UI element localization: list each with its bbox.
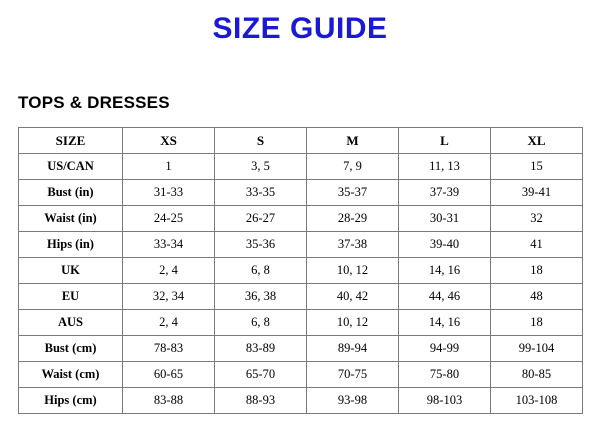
table-cell: 33-35 — [215, 180, 307, 206]
size-table — [18, 127, 583, 414]
section-heading: TOPS & DRESSES — [18, 93, 170, 112]
table-cell: 31-33 — [123, 180, 215, 206]
table-cell: 39-41 — [491, 180, 583, 206]
table-cell: 14, 16 — [399, 258, 491, 284]
table-row — [19, 362, 583, 388]
table-row — [19, 180, 583, 206]
table-cell: 99-104 — [491, 336, 583, 362]
table-cell: 41 — [491, 232, 583, 258]
table-cell: 60-65 — [123, 362, 215, 388]
table-cell: 24-25 — [123, 206, 215, 232]
row-label: US/CAN — [19, 154, 123, 180]
table-cell: 39-40 — [399, 232, 491, 258]
row-label: AUS — [19, 310, 123, 336]
table-cell: 94-99 — [399, 336, 491, 362]
table-cell: 83-88 — [123, 388, 215, 414]
table-header-row — [19, 128, 583, 154]
table-cell: 35-37 — [307, 180, 399, 206]
size-table-container — [18, 127, 582, 414]
row-label: Waist (in) — [19, 206, 123, 232]
table-cell: 2, 4 — [123, 258, 215, 284]
table-cell: 26-27 — [215, 206, 307, 232]
column-header-xl: XL — [491, 128, 583, 154]
row-label: Waist (cm) — [19, 362, 123, 388]
table-cell: 33-34 — [123, 232, 215, 258]
table-cell: 14, 16 — [399, 310, 491, 336]
table-cell: 37-39 — [399, 180, 491, 206]
column-header-s: S — [215, 128, 307, 154]
table-cell: 30-31 — [399, 206, 491, 232]
table-row — [19, 388, 583, 414]
table-row — [19, 154, 583, 180]
table-cell: 7, 9 — [307, 154, 399, 180]
table-row — [19, 284, 583, 310]
table-cell: 32, 34 — [123, 284, 215, 310]
row-label: Bust (in) — [19, 180, 123, 206]
row-label: Hips (in) — [19, 232, 123, 258]
table-cell: 15 — [491, 154, 583, 180]
table-cell: 103-108 — [491, 388, 583, 414]
table-cell: 48 — [491, 284, 583, 310]
table-cell: 78-83 — [123, 336, 215, 362]
table-cell: 75-80 — [399, 362, 491, 388]
table-cell: 80-85 — [491, 362, 583, 388]
table-cell: 6, 8 — [215, 310, 307, 336]
table-cell: 28-29 — [307, 206, 399, 232]
table-cell: 36, 38 — [215, 284, 307, 310]
table-cell: 40, 42 — [307, 284, 399, 310]
column-header-xs: XS — [123, 128, 215, 154]
table-cell: 32 — [491, 206, 583, 232]
table-row — [19, 206, 583, 232]
table-cell: 18 — [491, 310, 583, 336]
table-cell: 11, 13 — [399, 154, 491, 180]
page-title: SIZE GUIDE — [212, 12, 388, 45]
row-label: Hips (cm) — [19, 388, 123, 414]
table-cell: 37-38 — [307, 232, 399, 258]
table-cell: 3, 5 — [215, 154, 307, 180]
table-cell: 18 — [491, 258, 583, 284]
column-header-l: L — [399, 128, 491, 154]
table-body — [19, 154, 583, 414]
table-row — [19, 336, 583, 362]
table-header — [19, 128, 583, 154]
column-header-size: SIZE — [19, 128, 123, 154]
table-cell: 88-93 — [215, 388, 307, 414]
table-cell: 65-70 — [215, 362, 307, 388]
table-row — [19, 232, 583, 258]
row-label: UK — [19, 258, 123, 284]
table-cell: 35-36 — [215, 232, 307, 258]
table-cell: 98-103 — [399, 388, 491, 414]
table-cell: 1 — [123, 154, 215, 180]
table-cell: 10, 12 — [307, 310, 399, 336]
size-guide-page — [0, 12, 600, 425]
table-cell: 6, 8 — [215, 258, 307, 284]
table-cell: 83-89 — [215, 336, 307, 362]
table-cell: 10, 12 — [307, 258, 399, 284]
table-cell: 70-75 — [307, 362, 399, 388]
row-label: Bust (cm) — [19, 336, 123, 362]
table-cell: 2, 4 — [123, 310, 215, 336]
table-row — [19, 310, 583, 336]
table-cell: 44, 46 — [399, 284, 491, 310]
column-header-m: M — [307, 128, 399, 154]
table-cell: 93-98 — [307, 388, 399, 414]
row-label: EU — [19, 284, 123, 310]
table-row — [19, 258, 583, 284]
table-cell: 89-94 — [307, 336, 399, 362]
